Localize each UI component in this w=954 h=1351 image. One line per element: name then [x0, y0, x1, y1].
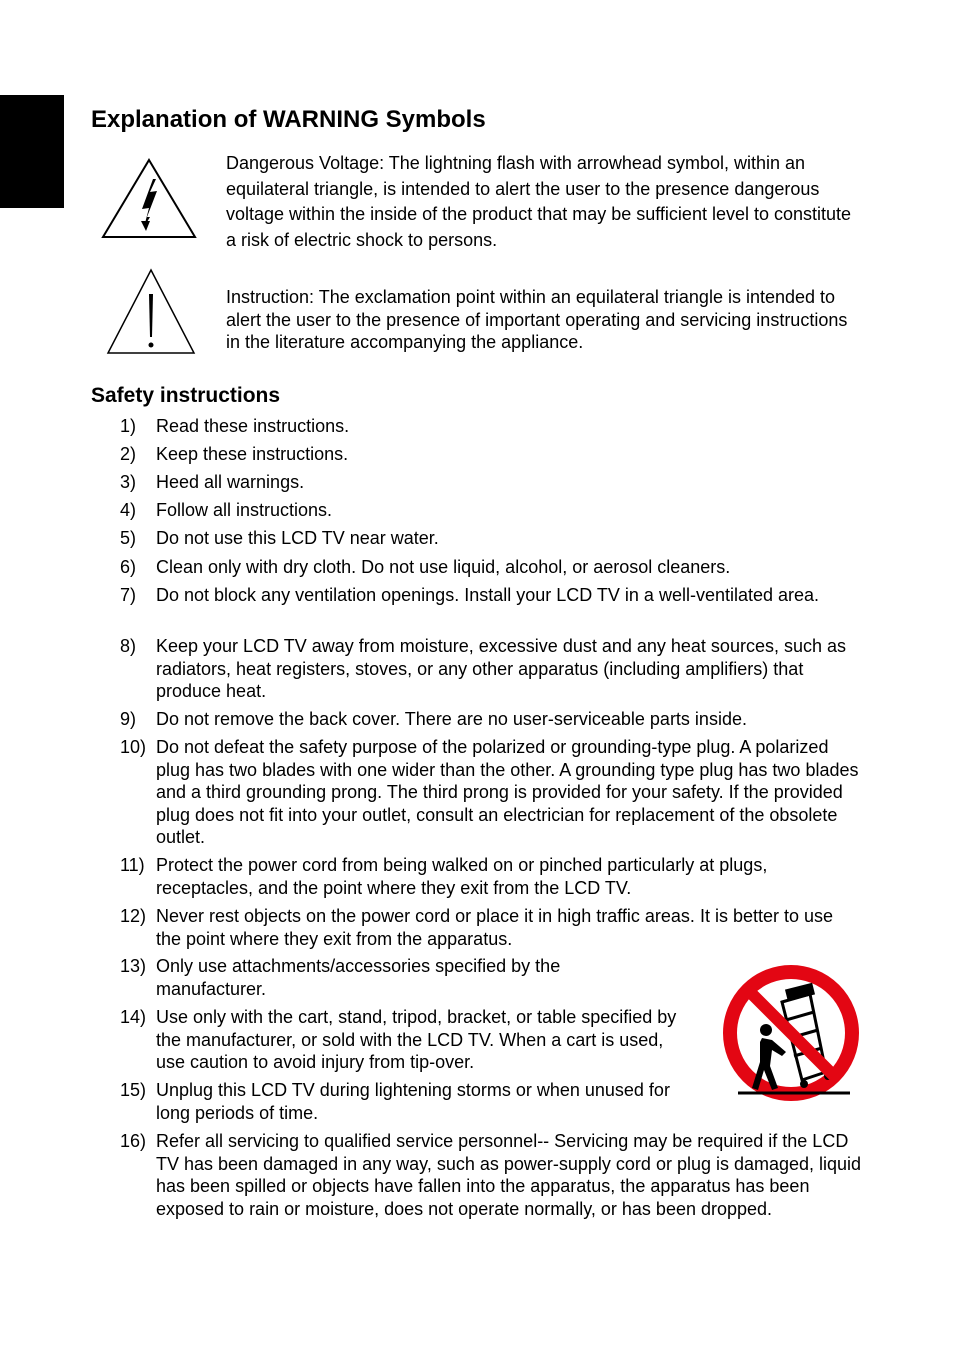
exclamation-triangle-icon: [104, 267, 198, 357]
item-text: Do not defeat the safety purpose of the polarized or grounding-type plug. A polarized plug has two blades with one wider than the other. A grounding type plug has two blades and a third grounding prong. The third prong is provided for your safety. If the provided plug does not fit into your outlet, consult an electrician for replacement of the obsolete outlet.: [156, 737, 859, 847]
item-number: 6): [120, 557, 137, 577]
page-title: Explanation of WARNING Symbols: [91, 106, 486, 133]
item-number: 2): [120, 444, 137, 464]
item-text: Read these instructions.: [156, 416, 350, 436]
item-number: 13): [120, 956, 147, 976]
item-number: 7): [120, 585, 137, 605]
item-number: 16): [120, 1131, 147, 1151]
item-text: Keep your LCD TV away from moisture, excessive dust and any heat sources, such as radiators, heat registers, stoves, or any other apparatus (including amplifiers) that produce heat.: [156, 636, 846, 701]
item-text: Unplug this LCD TV during lightening storms or when unused for long periods of time.: [156, 1080, 670, 1123]
item-number: 1): [120, 416, 137, 436]
item-number: 14): [120, 1007, 147, 1027]
item-text: Do not use this LCD TV near water.: [156, 528, 439, 548]
no-cart-tipover-icon: [720, 962, 862, 1102]
item-text: Heed all warnings.: [156, 472, 305, 492]
item-text: Only use attachments/accessories specified by the manufacturer.: [156, 956, 561, 999]
item-number: 4): [120, 500, 137, 520]
item-number: 12): [120, 906, 147, 926]
item-number: 15): [120, 1080, 147, 1100]
lightning-triangle-icon: [100, 157, 198, 241]
item-text: Follow all instructions.: [156, 500, 333, 520]
item-number: 3): [120, 472, 137, 492]
item-number: 5): [120, 528, 137, 548]
instruction-symbol-description: Instruction: The exclamation point within an equilateral triangle is intended to alert the user to the presence of important operating and servicing instructions in the literature accompanying the appliance.: [226, 287, 848, 352]
item-text: Refer all servicing to qualified service personnel-- Servicing may be required if the LCD TV has been damaged in any way, such as power-supply cord or plug is damaged, liquid has been spilled or objects have fallen into the apparatus, the apparatus has been exposed to rain or moisture, does not operate normally, or has been dropped.: [156, 1131, 862, 1219]
item-text: Clean only with dry cloth. Do not use liquid, alcohol, or aerosol cleaners.: [156, 557, 731, 577]
item-text: Do not remove the back cover. There are no user-serviceable parts inside.: [156, 709, 747, 729]
voltage-symbol-description: Dangerous Voltage: The lightning flash with arrowhead symbol, within an equilateral triangle, is intended to alert the user to the presence dangerous voltage within the inside of the product that may be sufficient level to constitute a risk of electric shock to persons.: [226, 153, 852, 250]
item-number: 8): [120, 636, 137, 656]
language-tab-label: English: [21, 217, 38, 267]
item-text: Protect the power cord from being walked on or pinched particularly at plugs, receptacles, and the point where they exit from the LCD TV.: [156, 855, 768, 898]
item-number: 9): [120, 709, 137, 729]
language-tab: [0, 95, 64, 267]
safety-heading: Safety instructions: [91, 384, 281, 407]
item-text: Use only with the cart, stand, tripod, bracket, or table specified by the manufacturer, or sold with the LCD TV. When a cart is used, use caution to avoid injury from tip-over.: [156, 1007, 677, 1072]
item-number: 11): [120, 855, 145, 875]
item-text: Do not block any ventilation openings. Install your LCD TV in a well-ventilated area.: [156, 585, 820, 605]
item-text: Never rest objects on the power cord or place it in high traffic areas. It is better to use the point where they exit from the apparatus.: [156, 906, 834, 949]
item-number: 10): [120, 737, 147, 757]
item-text: Keep these instructions.: [156, 444, 349, 464]
